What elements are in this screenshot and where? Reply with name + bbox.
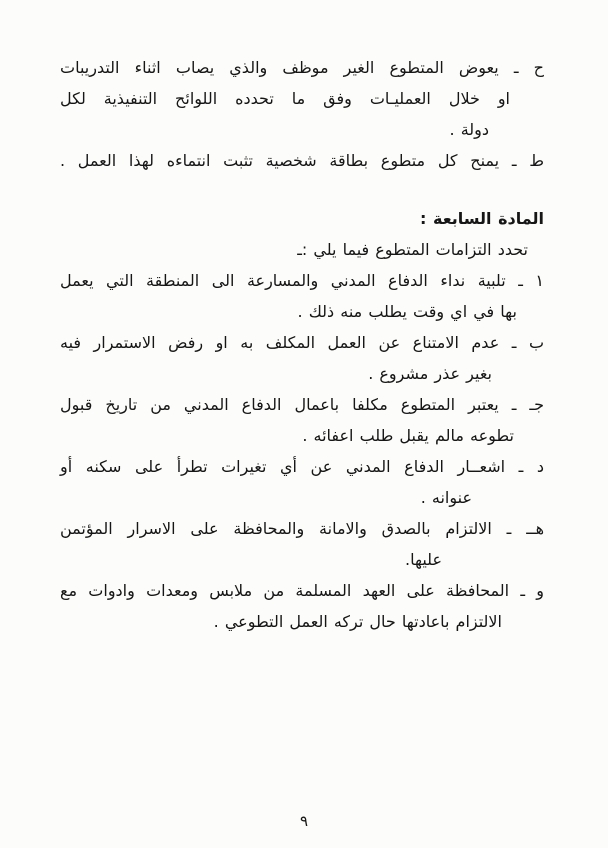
clause-waw-line-1: و ـ المحافظة على العهد المسلمة من ملابس ومعدات وادوات مع — [60, 581, 544, 600]
clause-ha-line-1: ح ـ يعوض المتطوع الغير موظف والذي يصاب اثناء التدريبات — [60, 58, 544, 77]
clause-heh-line-1: هــ ـ الالتزام بالصدق والامانة والمحافظة على الاسرار المؤتمن — [60, 519, 544, 538]
clause-1-line-2: بها في اي وقت يطلب منه ذلك . — [297, 302, 517, 321]
page-number: ٩ — [299, 812, 309, 830]
clause-ha-line-2: او خلال العمليـات وفق ما تحدده اللوائح التنفيذية لكل — [60, 89, 510, 108]
clause-ba-line-1: ب ـ عدم الامتناع عن العمل المكلف به او رفض الاستمرار فيه — [60, 333, 544, 352]
clause-waw-line-2: الالتزام باعادتها حال تركه العمل التطوعي . — [213, 612, 502, 631]
clause-ha-line-3: دولة . — [449, 120, 489, 139]
text-column — [60, 52, 544, 637]
article-heading: المادة السابعة : — [420, 209, 544, 228]
clause-jeem-line-2: تطوعه مالم يقبل طلب اعفائه . — [302, 426, 514, 445]
clause-ba-line-2: بغير عذر مشروع . — [368, 364, 492, 383]
clause-1-line-1: ١ ـ تلبية نداء الدفاع المدني والمسارعة الى المنطقة التي يعمل — [60, 271, 544, 290]
clause-jeem-line-1: جـ ـ يعتبر المتطوع مكلفا باعمال الدفاع المدني من تاريخ قبول — [60, 395, 544, 414]
clause-dal-line-2: عنوانه . — [420, 488, 472, 507]
article-intro: تحدد التزامات المتطوع فيما يلي :ـ — [297, 240, 528, 259]
clause-dal-line-1: د ـ اشعــار الدفاع المدني عن أي تغيرات تطرأ على سكنه أو — [60, 457, 544, 476]
clause-tta-line-1: ط ـ يمنح كل متطوع بطاقة شخصية تثبت انتماءه لهذا العمل . — [60, 151, 544, 170]
clause-heh-line-2: عليها. — [404, 550, 442, 569]
